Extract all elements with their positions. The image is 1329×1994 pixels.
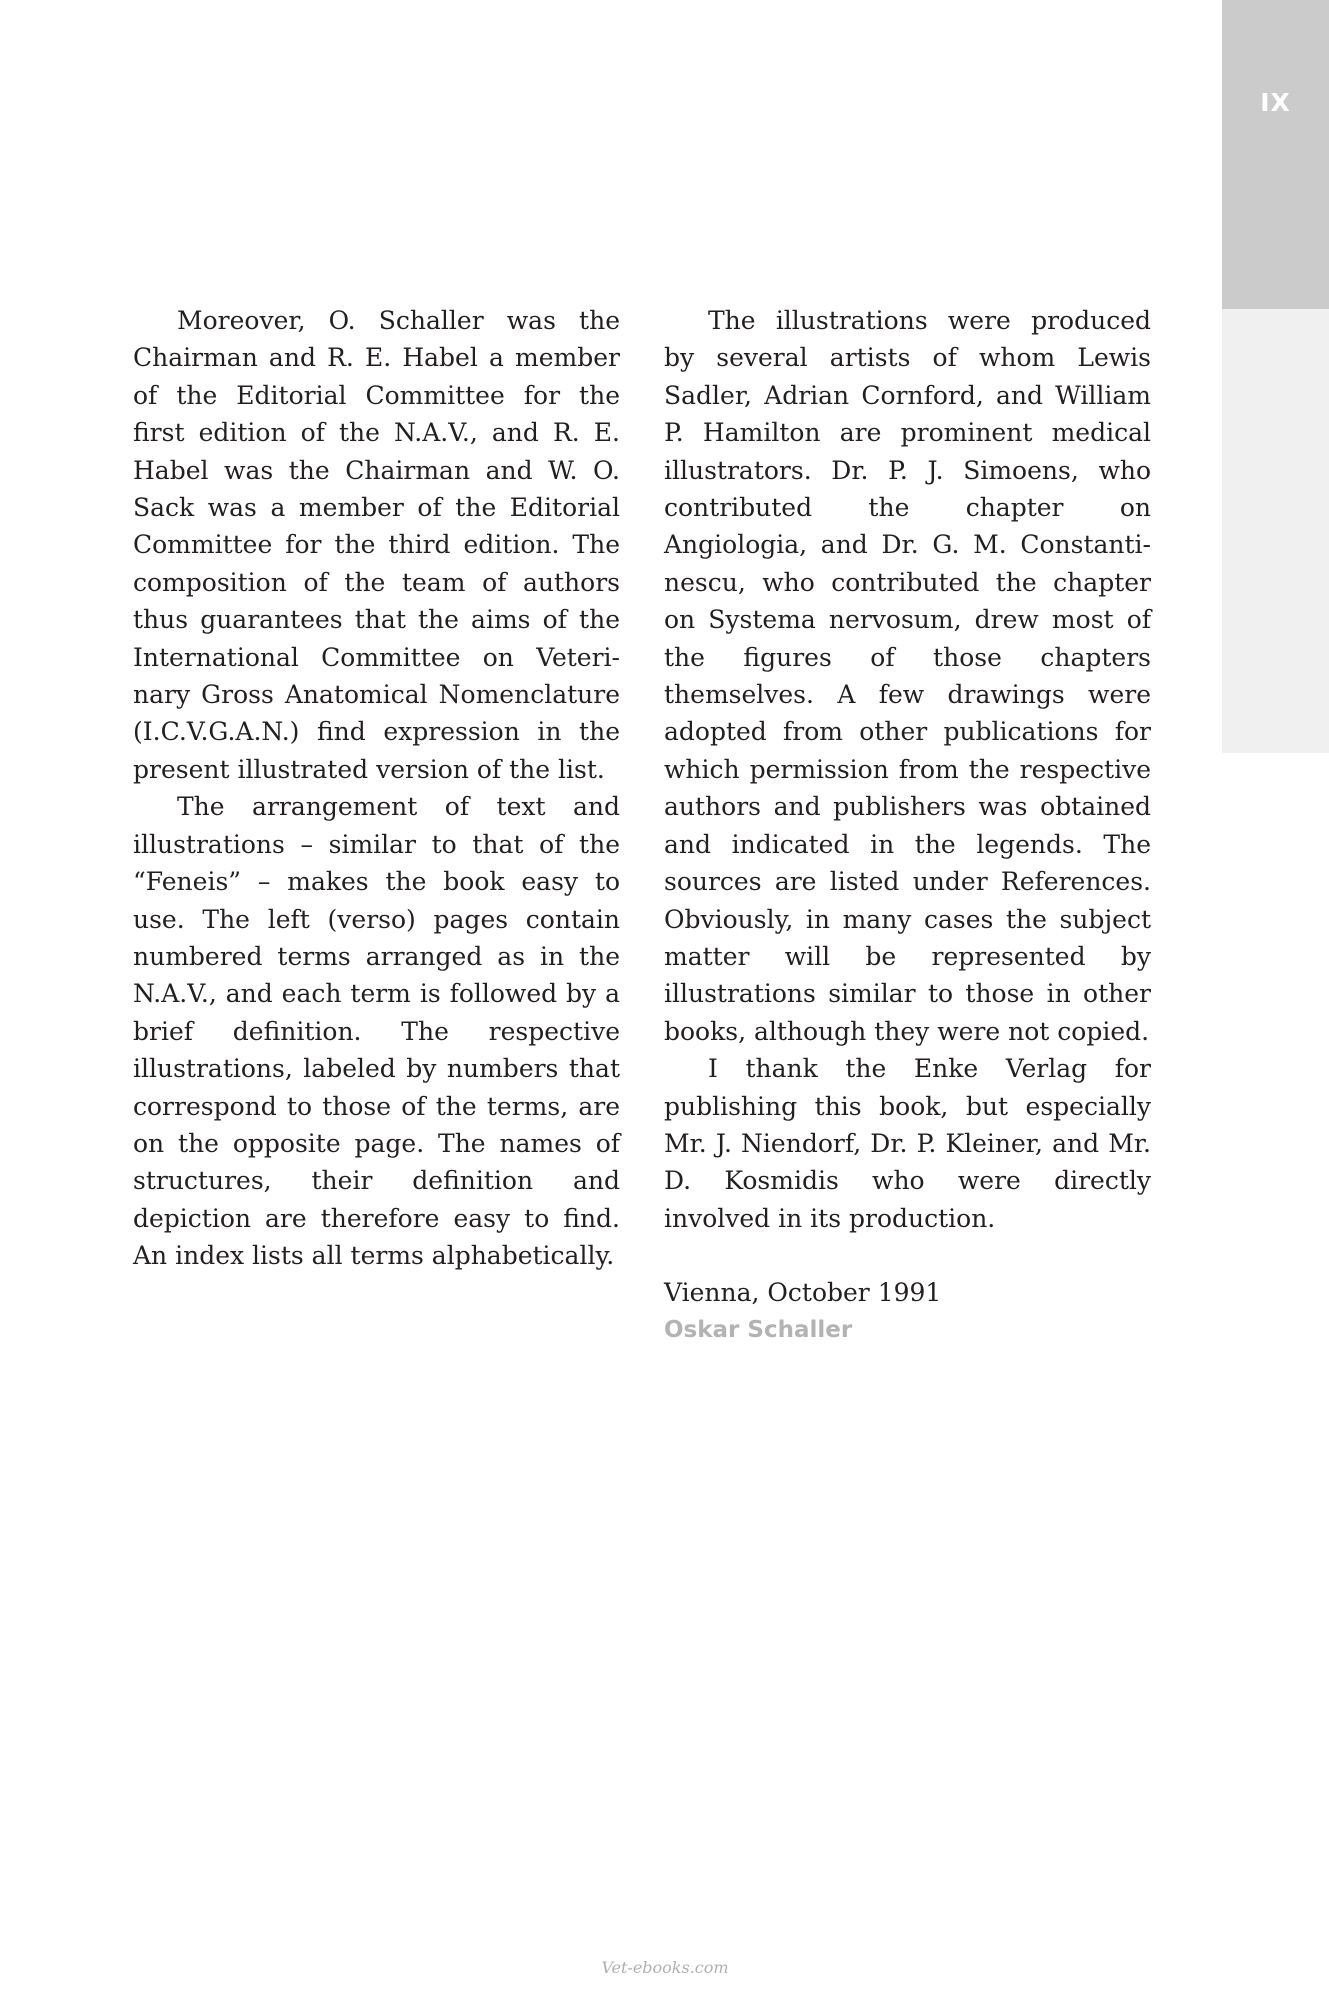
left-column bbox=[133, 302, 620, 1275]
signature-block bbox=[664, 1274, 1151, 1349]
page-number: IX bbox=[1260, 88, 1291, 117]
watermark-logo: Vet-ebooks.com bbox=[601, 1958, 729, 1977]
paragraph: The illustrations were produced by several artists of whom Lewis Sadler, Adrian Cornford, and William P. Hamilton are prominent medical illustrators. Dr. P. J. Simoens, who contributed the chapter on Angiologia, and Dr. G. M. Constantinescu, who contributed the chapter on Systema nervosum, drew most of the figures of those chapters themselves. A few drawings were adopted from other publications for which permission from the respective authors and publishers was obtained and indicated in the legends. The sources are listed under References. Obviously, in many cases the subject matter will be represented by illustrations similar to those in other books, although they were not copied. bbox=[664, 306, 1151, 1046]
place-date: Vienna, October 1991 bbox=[664, 1278, 942, 1308]
paragraph: Moreover, O. Schaller was the Chairman and R. E. Habel a member of the Editorial Committee for the first edition of the N.A.V., and R. E. Habel was the Chairman and W. O. Sack was a member of the Editorial Committee for the third edition. The composition of the team of authors thus guarantees that the aims of the International Committee on Veterinary Gross Anatomical Nomenclature (I.C.V.G.A.N.) find expression in the present illustrated version of the list. bbox=[133, 306, 620, 784]
right-column bbox=[664, 302, 1151, 1349]
author-name: Oskar Schaller bbox=[664, 1316, 853, 1343]
paragraph: The arrangement of text and illustrations – similar to that of the “Feneis” – makes the book easy to use. The left (verso) pages contain numbered terms arranged as in the N.A.V., and each term is followed by a brief definition. The respective illustrations, labeled by numbers that correspond to those of the terms, are on the opposite page. The names of structures, their definition and depiction are therefore easy to find. An index lists all terms alphabetically. bbox=[133, 792, 620, 1271]
chapter-tab-extension bbox=[1222, 309, 1329, 753]
chapter-tab-marker bbox=[1222, 0, 1329, 309]
paragraph: I thank the Enke Verlag for publishing this book, but especially Mr. J. Niendorf, Dr. P. Kleiner, and Mr. D. Kosmidis who were directly involved in its production. bbox=[664, 1054, 1151, 1233]
